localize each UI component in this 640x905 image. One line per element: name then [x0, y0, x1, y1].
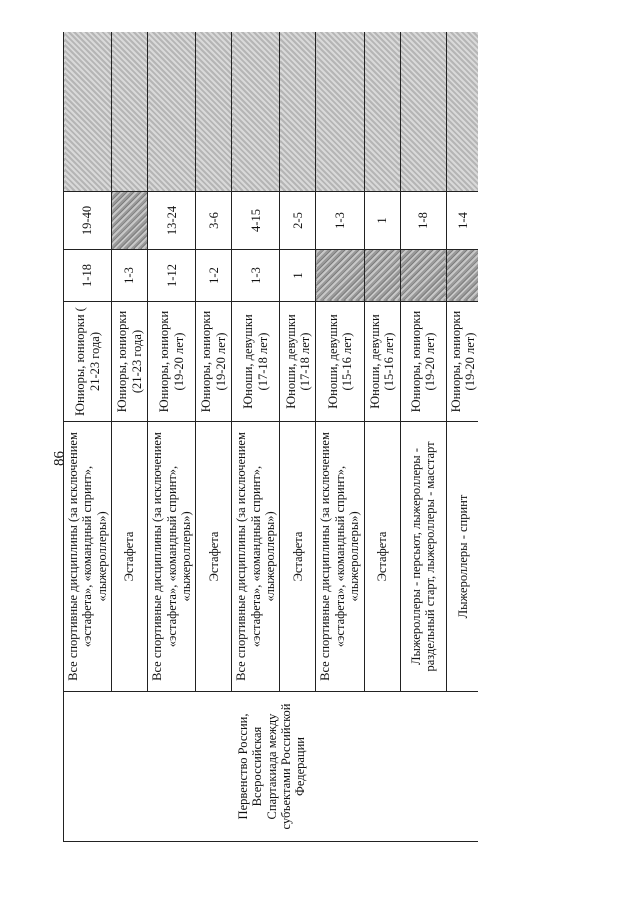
age-group-cell: Юноши, девушки (15-16 лет)	[316, 302, 364, 422]
age-group-cell: Юниоры, юниорки (19-20 лет)	[196, 302, 232, 422]
rotated-table-frame	[63, 32, 478, 842]
page-number: 86	[51, 451, 68, 466]
places-second-cell: 1	[364, 192, 400, 250]
discipline-cell: Лыжероллеры - спринт	[446, 422, 478, 692]
places-second-cell: 1-4	[446, 192, 478, 250]
shaded-blank-cell	[148, 32, 196, 192]
places-second-cell: 1-3	[316, 192, 364, 250]
table-body	[64, 32, 479, 842]
discipline-cell: Все спортивные дисциплины (за исключением «эстафета», «командный спринт», «лыжероллеры»)	[316, 422, 364, 692]
table-rotation-layer	[63, 32, 478, 842]
event-name-cell: Первенство России, Всероссийская Спартакиада между субъектами Российской Федерации	[64, 692, 479, 842]
discipline-cell: Эстафета	[112, 422, 148, 692]
shaded-blank-cell	[196, 32, 232, 192]
places-second-cell: 4-15	[232, 192, 280, 250]
shaded-blank-cell	[64, 32, 112, 192]
places-second-cell: 1-8	[400, 192, 446, 250]
age-group-cell: Юниоры, юниорки (19-20 лет)	[400, 302, 446, 422]
shaded-blank-cell	[280, 32, 316, 192]
places-first-cell	[364, 250, 400, 302]
discipline-cell: Эстафета	[364, 422, 400, 692]
age-group-cell: Юноши, девушки (15-16 лет)	[364, 302, 400, 422]
places-second-cell: 2-5	[280, 192, 316, 250]
places-second-cell	[112, 192, 148, 250]
discipline-cell: Все спортивные дисциплины (за исключением «эстафета», «командный спринт», «лыжероллеры»)	[232, 422, 280, 692]
discipline-cell: Эстафета	[196, 422, 232, 692]
age-group-cell: Юниоры, юниорки (21-23 года)	[112, 302, 148, 422]
shaded-blank-cell	[364, 32, 400, 192]
shaded-blank-cell	[232, 32, 280, 192]
shaded-blank-cell	[112, 32, 148, 192]
age-group-cell: Юниоры, юниорки (19-20 лет)	[446, 302, 478, 422]
places-first-cell	[446, 250, 478, 302]
shaded-blank-cell	[446, 32, 478, 192]
age-group-cell: Юноши, девушки (17-18 лет)	[232, 302, 280, 422]
age-group-cell: Юниоры, юниорки ( 21-23 года)	[64, 302, 112, 422]
discipline-cell: Лыжероллеры - персьют, лыжероллеры - раздельный старт, лыжероллеры - масстарт	[400, 422, 446, 692]
places-first-cell: 1-12	[148, 250, 196, 302]
discipline-cell: Эстафета	[280, 422, 316, 692]
places-second-cell: 13-24	[148, 192, 196, 250]
places-first-cell: 1-3	[232, 250, 280, 302]
places-first-cell: 1-3	[112, 250, 148, 302]
table-row	[64, 32, 112, 842]
places-first-cell	[316, 250, 364, 302]
age-group-cell: Юниоры, юниорки (19-20 лет)	[148, 302, 196, 422]
shaded-blank-cell	[400, 32, 446, 192]
places-first-cell: 1-18	[64, 250, 112, 302]
discipline-cell: Все спортивные дисциплины (за исключением «эстафета», «командный спринт», «лыжероллеры»)	[148, 422, 196, 692]
places-first-cell: 1	[280, 250, 316, 302]
places-second-cell: 3-6	[196, 192, 232, 250]
places-first-cell	[400, 250, 446, 302]
discipline-cell: Все спортивные дисциплины (за исключением «эстафета», «командный спринт», «лыжероллеры»)	[64, 422, 112, 692]
classification-table	[63, 32, 478, 842]
places-first-cell: 1-2	[196, 250, 232, 302]
shaded-blank-cell	[316, 32, 364, 192]
places-second-cell: 19-40	[64, 192, 112, 250]
age-group-cell: Юноши, девушки (17-18 лет)	[280, 302, 316, 422]
